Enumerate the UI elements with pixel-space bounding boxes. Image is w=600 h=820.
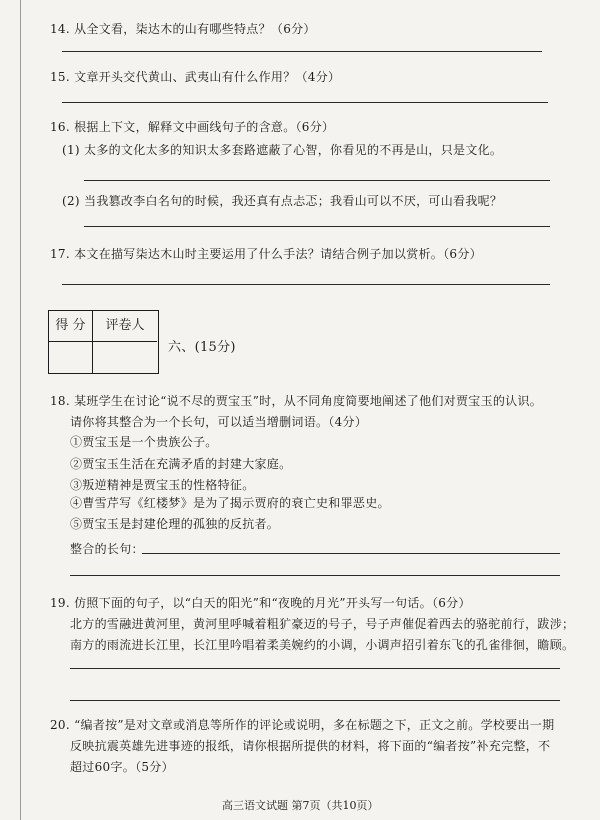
question-19-line-3: 南方的雨流进长江里，长江里吟唱着柔美婉约的小调，小调声招引着东飞的孔雀徘徊，瞻顾。: [70, 638, 575, 652]
question-16-part-1: (1) 太多的文化太多的知识太多套路遮蔽了心智，你看见的不再是山，只是文化。: [62, 143, 503, 157]
question-18-item-4: ④曹雪芹写《红楼梦》是为了揭示贾府的衰亡史和罪恶史。: [70, 496, 390, 510]
question-18-item-2: ②贾宝玉生活在充满矛盾的封建大家庭。: [70, 457, 292, 471]
question-14: 14. 从全文看，柒达木的山有哪些特点？（6分）: [50, 22, 316, 36]
score-table: [48, 310, 159, 374]
question-18-line-2: 请你将其整合为一个长句，可以适当增删词语。（4分）: [70, 415, 368, 429]
question-15: 15. 文章开头交代黄山、武夷山有什么作用？（4分）: [50, 70, 341, 84]
question-20-line-2: 反映抗震英雄先进事迹的报纸，请你根据所提供的材料，将下面的“编者按”补充完整，不: [70, 739, 551, 753]
question-16: 16. 根据上下文，解释文中画线句子的含意。（6分）: [50, 120, 335, 134]
score-cell[interactable]: [49, 342, 93, 373]
answer-line: [84, 226, 550, 227]
grader-cell[interactable]: [93, 342, 157, 373]
binding-fold-line: [20, 0, 21, 820]
question-18-item-1: ①贾宝玉是一个贵族公子。: [70, 435, 218, 449]
answer-line: [62, 102, 548, 103]
grader-label: 评卷人: [93, 311, 157, 342]
question-18-line-1: 18. 某班学生在讨论“说不尽的贾宝玉”时，从不同角度简要地阐述了他们对贾宝玉的认识。: [50, 394, 543, 408]
section-6-heading: 六、(15分): [168, 340, 236, 355]
page-footer: 高三语文试题 第7页（共10页）: [222, 799, 379, 812]
question-17: 17. 本文在描写柒达木山时主要运用了什么手法？请结合例子加以赏析。（6分）: [50, 247, 482, 261]
question-19-line-1: 19. 仿照下面的句子，以“白天的阳光”和“夜晚的月光”开头写一句话。（6分）: [50, 596, 471, 610]
answer-line: [70, 668, 560, 669]
question-19-line-2: 北方的雪融进黄河里，黄河里呼喊着粗犷豪迈的号子，号子声催促着西去的骆驼前行，跋涉；: [70, 617, 575, 631]
answer-line: [70, 575, 560, 576]
answer-line: [62, 51, 542, 52]
question-20-line-1: 20. “编者按”是对文章或消息等所作的评论或说明，多在标题之下，正文之前。学校要出一期: [50, 718, 555, 732]
answer-line: [70, 700, 560, 701]
question-18-answer-label: 整合的长句：: [70, 542, 144, 556]
question-18-item-5: ⑤贾宝玉是封建伦理的孤独的反抗者。: [70, 517, 280, 531]
question-18-item-3: ③叛逆精神是贾宝玉的性格特征。: [70, 478, 255, 492]
score-label: 得 分: [49, 311, 93, 342]
question-16-part-2: (2) 当我篡改李白名句的时候，我还真有点忐忑；我看山可以不厌，可山看我呢？: [62, 194, 503, 208]
answer-line: [62, 284, 550, 285]
question-20-line-3: 超过60字。（5分）: [70, 760, 174, 774]
answer-line: [84, 180, 550, 181]
answer-line: [142, 553, 560, 554]
